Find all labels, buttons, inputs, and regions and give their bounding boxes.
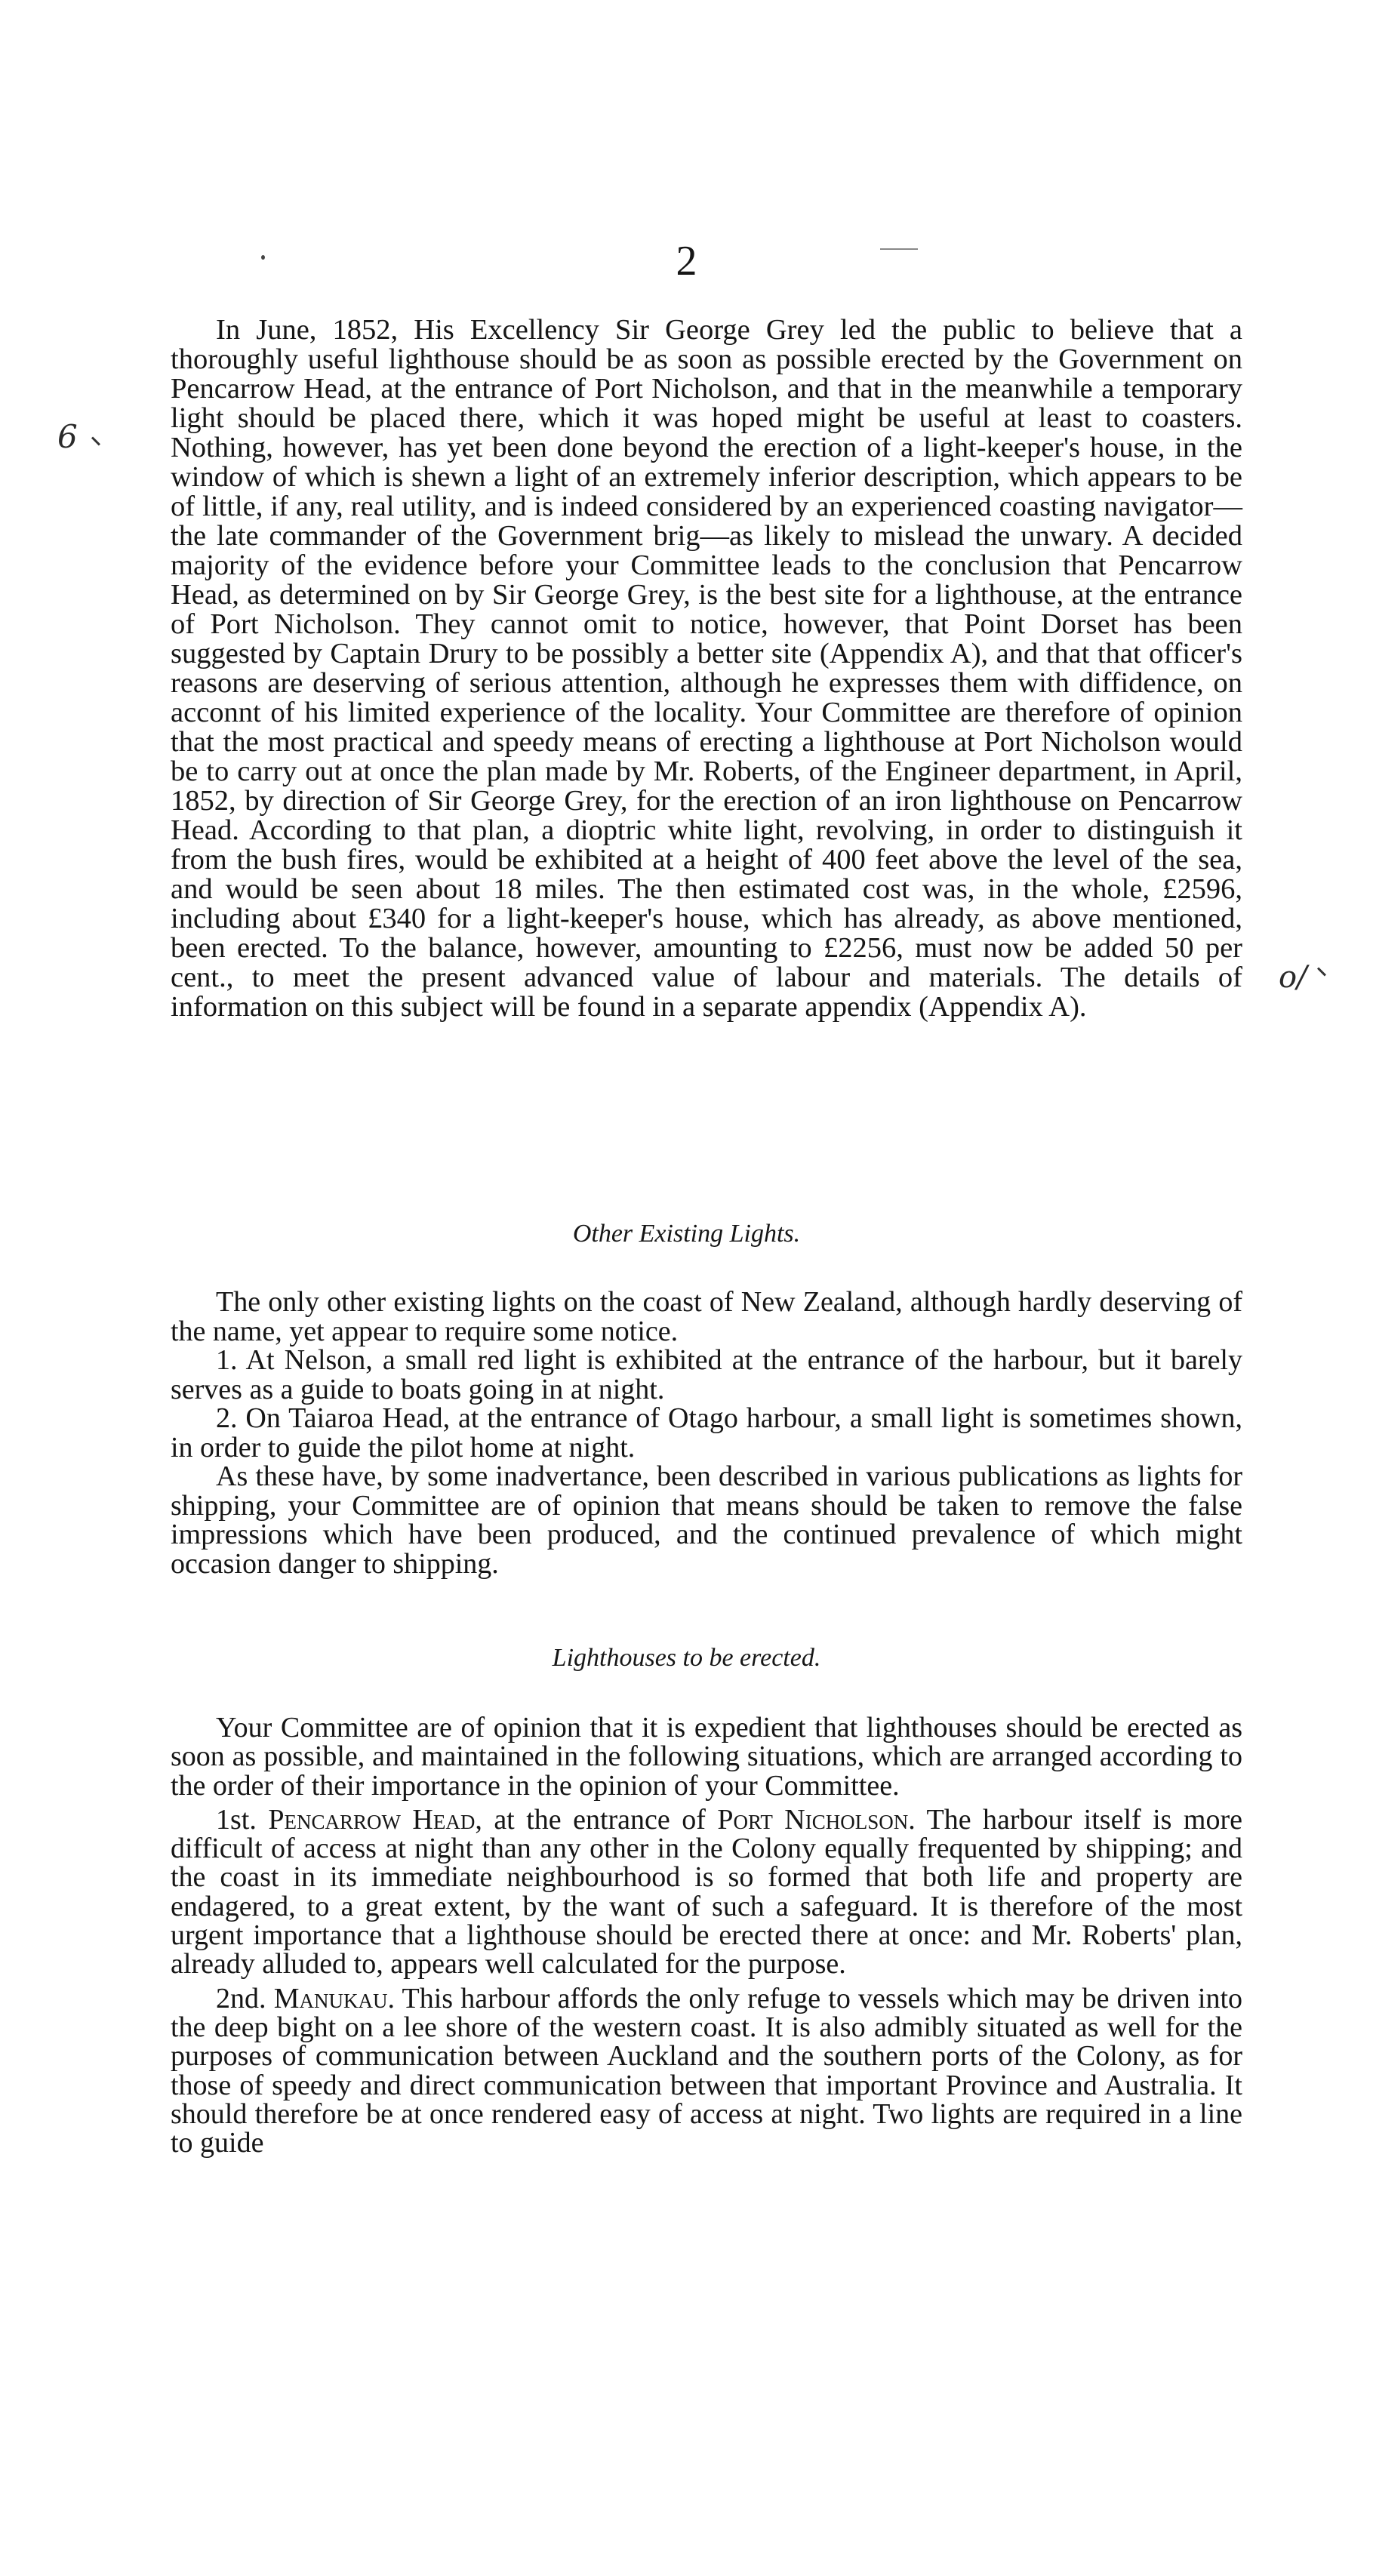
margin-tick-left: [91, 436, 100, 445]
margin-tick-right: [1317, 967, 1326, 976]
item-text-connector: , at the entrance of: [475, 1803, 718, 1836]
section-other-existing-lights: [171, 1288, 1242, 1578]
stray-dash-mark: [880, 248, 918, 250]
item-ordinal: 2nd.: [216, 1982, 266, 2014]
paragraph: The only other existing lights on the coast of New Zealand, although hardly deserving of the name, yet appear to require some notice.: [171, 1286, 1242, 1347]
heading-other-existing-lights: Other Existing Lights.: [572, 1220, 801, 1248]
item-text: . This harbour affords the only refuge to vessels which may be driven into the deep bight on a lee shore of the western coast. It is also admibly situated as well for the purposes of communication between Auckland and the southern ports of the Colony, as for those of speedy and direct communication between that important Province and Australia. It should therefore be at once rendered easy of access at night. Two lights are required in a line to guide: [171, 1982, 1243, 2159]
paragraph: As these have, by some inadvertance, been described in various publications as lights for shipping, your Committee are of opinion that means should be taken to remove the false impressions which have been produced, and the continued prevalence of which might occasion danger to shipping.: [171, 1460, 1242, 1580]
item-text: . The harbour itself is more difficult of access at night than any other in the Colony equally frequented by shipping; and the coast in its immediate neighbourhood is so formed that both life and property are endagered, to a great extent, by the want of such a safeguard. It is therefore of the most urgent importance that a lighthouse should be erected there at once: and Mr. Roberts' plan, already alluded to, appears well calculated for the purpose.: [171, 1803, 1242, 1980]
item-place-name: Pencarrow Head: [268, 1803, 476, 1836]
section-pencarrow-light: [171, 315, 1242, 1022]
item-port-name: Port Nicholson: [717, 1803, 909, 1836]
page-number: 2: [676, 238, 697, 285]
item-place-name: Manukau: [273, 1982, 388, 2014]
section-lighthouses-to-be-erected: [171, 1713, 1242, 2157]
paragraph: In June, 1852, His Excellency Sir George Grey led the public to believe that a thoroughly useful lighthouse should be as soon as possible erected by the Government on Pencarrow Head, at the entrance of Port Nicholson, and that in the meanwhile a temporary light should be placed there, which it was hoped might be useful at least to coasters. Nothing, however, has yet been done beyond the erection of a light-keeper's house, in the window of which is shewn a light of an extremely inferior description, which appears to be of little, if any, real utility, and is indeed considered by an experienced coasting navigator—the late commander of the Government brig—as likely to mislead the unwary. A decided majority of the evidence before your Committee leads to the conclusion that Pencarrow Head, as determined on by Sir George Grey, is the best site for a lighthouse, at the entrance of Port Nicholson. They cannot omit to notice, however, that Point Dorset has been suggested by Captain Drury to be possibly a better site (Appendix A), and that that officer's reasons are deserving of serious attention, although he expresses them with diffidence, on acconnt of his limited experience of the locality. Your Committee are therefore of opinion that the most practical and speedy means of erecting a lighthouse at Port Nicholson would be to carry out at once the plan made by Mr. Roberts, of the Engineer department, in April, 1852, by direction of Sir George Grey, for the erection of an iron lighthouse on Pencarrow Head. According to that plan, a dioptric white light, revolving, in order to distinguish it from the bush fires, would be exhibited at a height of 400 feet above the level of the sea, and would be seen about 18 miles. The then estimated cost was, in the whole, £2596, including about £340 for a light-keeper's house, which has already, as above mentioned, been erected. To the balance, however, amounting to £2256, must now be added 50 per cent., to meet the present advanced value of labour and materials. The details of information on this subject will be found in a separate appendix (Appendix A).: [171, 314, 1242, 1023]
heading-lighthouses-to-be-erected: Lighthouses to be erected.: [552, 1644, 821, 1672]
numbered-paragraph: 2. On Taiaroa Head, at the entrance of Otago harbour, a small light is sometimes shown, in order to guide the pilot home at night.: [171, 1402, 1242, 1463]
margin-note-right: o/: [1279, 960, 1307, 995]
paragraph: Your Committee are of opinion that it is expedient that lighthouses should be erected as soon as possible, and maintained in the following situations, which are arranged according to the order of their importance in the opinion of your Committee.: [171, 1712, 1242, 1802]
item-ordinal: 1st.: [216, 1803, 257, 1836]
list-item-pencarrow-head: [171, 1805, 1242, 1979]
list-item-manukau: [171, 1984, 1242, 2158]
margin-note-left: 6: [57, 418, 78, 455]
numbered-paragraph: 1. At Nelson, a small red light is exhibited at the entrance of the harbour, but it barely serves as a guide to boats going in at night.: [171, 1344, 1242, 1405]
